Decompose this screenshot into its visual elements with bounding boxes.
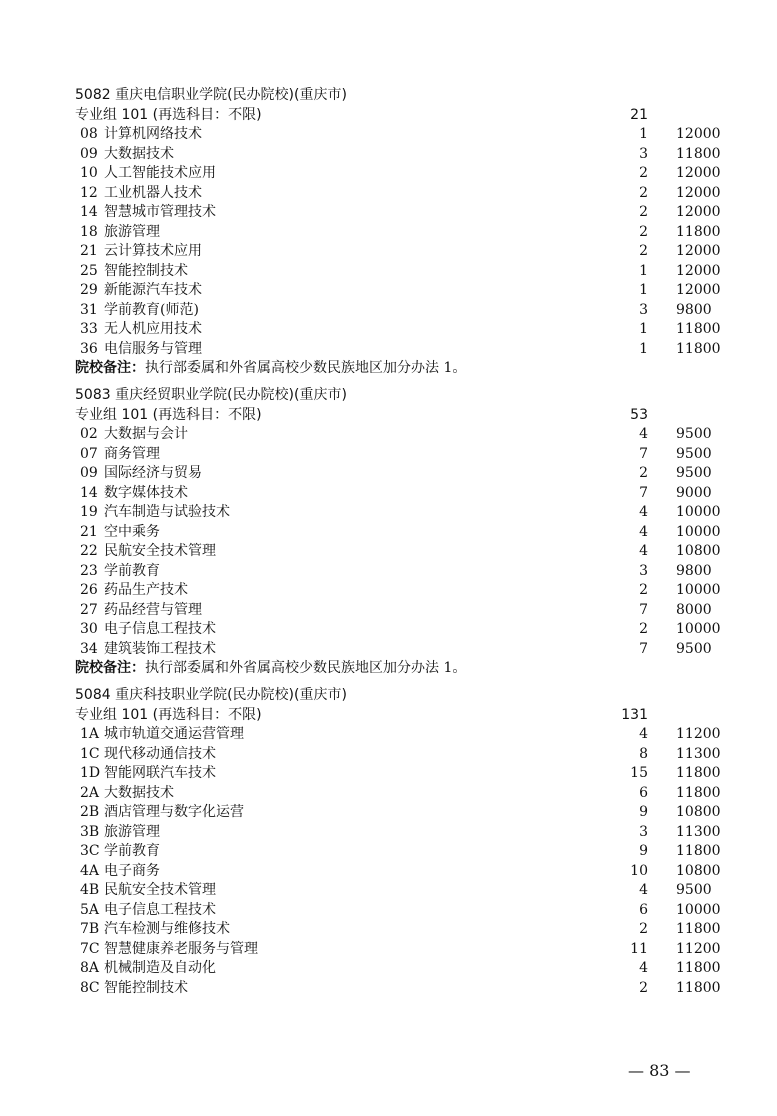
major-row [0, 523, 777, 543]
tuition-fee: 9500 [676, 640, 712, 657]
tuition-fee: 11200 [676, 940, 721, 957]
enrollment-count: 8 [639, 745, 648, 762]
tuition-fee: 9500 [676, 882, 712, 898]
tuition-fee: 11200 [676, 726, 721, 742]
enrollment-count: 4 [639, 726, 648, 742]
enrollment-count: 2 [639, 184, 648, 201]
major-name: 现代移动通信技术 [104, 745, 216, 762]
major-row [0, 125, 777, 145]
major-row [0, 445, 777, 465]
major-code: 26 [80, 582, 98, 598]
major-row [0, 920, 777, 940]
tuition-fee: 9500 [676, 426, 712, 442]
tuition-fee: 10800 [676, 543, 721, 559]
major-row [0, 620, 777, 640]
tuition-fee: 11800 [676, 765, 721, 781]
major-code: 8A [80, 960, 100, 976]
major-name: 智慧健康养老服务与管理 [104, 940, 258, 957]
major-code: 7C [80, 940, 100, 957]
enrollment-count: 15 [630, 765, 648, 781]
major-code: 09 [80, 145, 98, 162]
major-code: 23 [80, 562, 98, 579]
enrollment-count: 11 [630, 940, 648, 957]
major-row [0, 320, 777, 340]
enrollment-count: 2 [639, 979, 648, 996]
major-row [0, 764, 777, 784]
major-code: 33 [80, 321, 98, 337]
enrollment-count: 4 [639, 504, 648, 520]
major-code: 21 [80, 523, 98, 540]
tuition-fee: 10800 [676, 862, 721, 879]
school-note-text: 执行部委属和外省属高校少数民族地区加分办法 1。 [145, 360, 467, 376]
enrollment-count: 10 [630, 862, 648, 879]
major-code: 14 [80, 204, 98, 220]
major-name: 智能网联汽车技术 [104, 765, 216, 781]
enrollment-count: 4 [639, 426, 648, 442]
enrollment-count: 4 [639, 960, 648, 976]
page-number: — 83 — [628, 1061, 691, 1080]
major-name: 建筑装饰工程技术 [104, 640, 216, 657]
major-name: 酒店管理与数字化运营 [104, 804, 244, 820]
major-name: 学前教育 [104, 843, 160, 859]
major-row [0, 940, 777, 960]
major-name: 学前教育 [104, 562, 160, 579]
major-code: 08 [80, 126, 98, 142]
enrollment-count: 1 [639, 262, 648, 279]
enrollment-count: 2 [639, 165, 648, 181]
major-group-row [0, 406, 777, 426]
enrollment-count: 7 [639, 484, 648, 501]
tuition-fee: 10000 [676, 901, 721, 918]
major-name: 人工智能技术应用 [104, 165, 216, 181]
major-group-label: 专业组 101 (再选科目：不限) [75, 106, 262, 123]
school-title: 5084 重庆科技职业学院(民办院校)(重庆市) [75, 687, 347, 703]
school-title: 5082 重庆电信职业学院(民办院校)(重庆市) [75, 87, 347, 103]
enrollment-count: 2 [639, 243, 648, 259]
enrollment-count: 3 [639, 301, 648, 318]
tuition-fee: 11800 [676, 921, 721, 937]
tuition-fee: 11800 [676, 321, 721, 337]
major-row [0, 803, 777, 823]
major-row [0, 262, 777, 282]
major-code: 7B [80, 921, 100, 937]
major-code: 5A [80, 901, 100, 918]
school-note-label: 院校备注： [75, 660, 145, 676]
major-row [0, 203, 777, 223]
tuition-fee: 11800 [676, 784, 721, 801]
tuition-fee: 12000 [676, 282, 721, 298]
major-name: 大数据与会计 [104, 426, 188, 442]
major-row [0, 581, 777, 601]
major-code: 21 [80, 243, 98, 259]
enrollment-count: 3 [639, 145, 648, 162]
major-name: 药品经营与管理 [104, 601, 202, 618]
tuition-fee: 9000 [676, 484, 712, 501]
major-name: 电子商务 [104, 862, 160, 879]
major-code: 02 [80, 426, 98, 442]
major-row [0, 301, 777, 321]
enrollment-count: 1 [639, 321, 648, 337]
major-code: 2A [80, 784, 100, 801]
major-code: 25 [80, 262, 98, 279]
major-code: 19 [80, 504, 98, 520]
major-row [0, 842, 777, 862]
enrollment-count: 6 [639, 901, 648, 918]
major-row [0, 881, 777, 901]
school-title: 5083 重庆经贸职业学院(民办院校)(重庆市) [75, 387, 347, 403]
enrollment-count: 2 [639, 921, 648, 937]
enrollment-count: 1 [639, 282, 648, 298]
major-name: 药品生产技术 [104, 582, 188, 598]
major-row [0, 145, 777, 165]
tuition-fee: 11800 [676, 843, 721, 859]
major-code: 3B [80, 823, 100, 840]
enrollment-count: 2 [639, 582, 648, 598]
major-code: 8C [80, 979, 100, 996]
major-name: 云计算技术应用 [104, 243, 202, 259]
enrollment-count: 7 [639, 445, 648, 462]
major-row [0, 484, 777, 504]
school-note-label: 院校备注： [75, 360, 145, 376]
major-code: 2B [80, 804, 100, 820]
major-group-row [0, 706, 777, 726]
major-code: 36 [80, 340, 98, 357]
tuition-fee: 10000 [676, 621, 721, 637]
enrollment-count: 7 [639, 601, 648, 618]
major-code: 34 [80, 640, 98, 657]
major-name: 民航安全技术管理 [104, 882, 216, 898]
major-name: 机械制造及自动化 [104, 960, 216, 976]
enrollment-count: 1 [639, 126, 648, 142]
enrollment-count: 2 [639, 204, 648, 220]
major-row [0, 503, 777, 523]
major-name: 智能控制技术 [104, 262, 188, 279]
tuition-fee: 11800 [676, 223, 721, 240]
major-name: 空中乘务 [104, 523, 160, 540]
tuition-fee: 10000 [676, 582, 721, 598]
enrollment-count: 3 [639, 823, 648, 840]
major-name: 无人机应用技术 [104, 321, 202, 337]
major-group-row [0, 106, 777, 126]
tuition-fee: 10000 [676, 523, 721, 540]
tuition-fee: 12000 [676, 243, 721, 259]
major-code: 14 [80, 484, 98, 501]
enrollment-count: 7 [639, 640, 648, 657]
major-row [0, 959, 777, 979]
major-row [0, 725, 777, 745]
tuition-fee: 11800 [676, 960, 721, 976]
major-code: 29 [80, 282, 98, 298]
enrollment-count: 2 [639, 465, 648, 481]
major-row [0, 425, 777, 445]
tuition-fee: 9500 [676, 465, 712, 481]
major-group-total: 53 [630, 406, 648, 423]
enrollment-count: 2 [639, 223, 648, 240]
enrollment-count: 6 [639, 784, 648, 801]
enrollment-count: 9 [639, 843, 648, 859]
major-row [0, 223, 777, 243]
school-note-text: 执行部委属和外省属高校少数民族地区加分办法 1。 [145, 660, 467, 676]
major-name: 旅游管理 [104, 823, 160, 840]
major-name: 计算机网络技术 [104, 126, 202, 142]
tuition-fee: 11300 [676, 823, 721, 840]
tuition-fee: 11800 [676, 145, 721, 162]
major-code: 18 [80, 223, 98, 240]
major-row [0, 862, 777, 882]
tuition-fee: 9800 [676, 562, 712, 579]
tuition-fee: 11300 [676, 745, 721, 762]
major-name: 汽车制造与试验技术 [104, 504, 230, 520]
major-name: 大数据技术 [104, 145, 174, 162]
major-code: 31 [80, 301, 98, 318]
major-code: 10 [80, 165, 98, 181]
tuition-fee: 12000 [676, 165, 721, 181]
major-name: 数字媒体技术 [104, 484, 188, 501]
major-name: 智能控制技术 [104, 979, 188, 996]
major-code: 1A [80, 726, 100, 742]
major-row [0, 242, 777, 262]
major-code: 3C [80, 843, 100, 859]
major-name: 国际经济与贸易 [104, 465, 202, 481]
tuition-fee: 9800 [676, 301, 712, 318]
enrollment-count: 4 [639, 882, 648, 898]
major-name: 民航安全技术管理 [104, 543, 216, 559]
major-code: 09 [80, 465, 98, 481]
major-name: 电子信息工程技术 [104, 901, 216, 918]
tuition-fee: 12000 [676, 184, 721, 201]
tuition-fee: 12000 [676, 204, 721, 220]
major-name: 商务管理 [104, 445, 160, 462]
major-name: 学前教育(师范) [104, 301, 199, 318]
tuition-fee: 11800 [676, 979, 721, 996]
major-name: 城市轨道交通运营管理 [104, 726, 244, 742]
major-row [0, 745, 777, 765]
major-row [0, 979, 777, 999]
major-row [0, 184, 777, 204]
major-name: 电子信息工程技术 [104, 621, 216, 637]
major-code: 22 [80, 543, 98, 559]
major-group-label: 专业组 101 (再选科目：不限) [75, 706, 262, 723]
tuition-fee: 10000 [676, 504, 721, 520]
tuition-fee: 10800 [676, 804, 721, 820]
major-row [0, 164, 777, 184]
enrollment-count: 2 [639, 621, 648, 637]
major-row [0, 464, 777, 484]
major-code: 1C [80, 745, 100, 762]
major-name: 大数据技术 [104, 784, 174, 801]
major-name: 工业机器人技术 [104, 184, 202, 201]
major-row [0, 901, 777, 921]
enrollment-count: 4 [639, 543, 648, 559]
major-name: 旅游管理 [104, 223, 160, 240]
major-code: 4B [80, 882, 100, 898]
major-group-total: 131 [621, 706, 648, 723]
major-name: 汽车检测与维修技术 [104, 921, 230, 937]
major-row [0, 640, 777, 660]
tuition-fee: 8000 [676, 601, 712, 618]
enrollment-count: 4 [639, 523, 648, 540]
enrollment-count: 1 [639, 340, 648, 357]
major-row [0, 562, 777, 582]
major-code: 1D [80, 765, 101, 781]
major-row [0, 601, 777, 621]
major-name: 智慧城市管理技术 [104, 204, 216, 220]
school-note [75, 659, 466, 679]
tuition-fee: 9500 [676, 445, 712, 462]
major-row [0, 542, 777, 562]
major-code: 27 [80, 601, 98, 618]
enrollment-count: 9 [639, 804, 648, 820]
enrollment-count: 3 [639, 562, 648, 579]
major-name: 电信服务与管理 [104, 340, 202, 357]
major-group-label: 专业组 101 (再选科目：不限) [75, 406, 262, 423]
major-code: 30 [80, 621, 98, 637]
major-row [0, 784, 777, 804]
major-code: 12 [80, 184, 98, 201]
major-row [0, 340, 777, 360]
major-name: 新能源汽车技术 [104, 282, 202, 298]
tuition-fee: 12000 [676, 126, 721, 142]
tuition-fee: 11800 [676, 340, 721, 357]
major-group-total: 21 [630, 106, 648, 123]
major-row [0, 281, 777, 301]
school-note [75, 359, 466, 379]
tuition-fee: 12000 [676, 262, 721, 279]
major-row [0, 823, 777, 843]
major-code: 07 [80, 445, 98, 462]
major-code: 4A [80, 862, 100, 879]
